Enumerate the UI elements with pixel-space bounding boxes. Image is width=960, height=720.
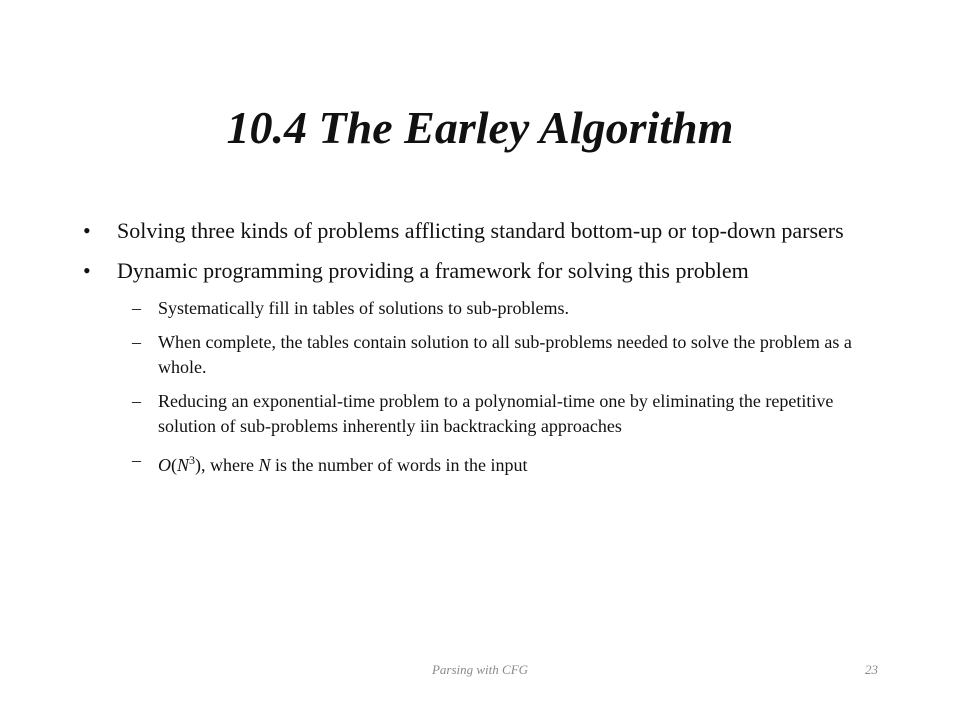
- complexity-rest: is the number of words in the input: [270, 455, 528, 475]
- sub-bullet-item: [80, 389, 880, 439]
- bullet-marker: •: [83, 258, 91, 283]
- sub-bullet-marker: –: [132, 298, 141, 318]
- paren-close: ),: [195, 455, 206, 475]
- page-number: 23: [865, 662, 878, 677]
- n-variable: N: [177, 455, 190, 475]
- sub-bullet-text: Reducing an exponential-time problem to a polynomial-time one by eliminating the repetitive solution of sub-problems inherently iin backtracking approaches: [158, 391, 834, 436]
- slide-title: 10.4 The Earley Algorithm: [226, 102, 734, 153]
- sub-bullet-item: [80, 330, 880, 380]
- bullet-text: Solving three kinds of problems afflicting standard bottom-up or top-down parsers: [117, 218, 844, 243]
- sub-bullet-marker: –: [132, 332, 141, 352]
- n-variable-2: N: [258, 455, 271, 475]
- sub-bullet-marker: –: [132, 391, 141, 411]
- bullet-marker: •: [83, 218, 91, 243]
- big-o-symbol: O: [158, 455, 171, 475]
- bullet-item: [80, 216, 880, 246]
- exponent: 3: [189, 453, 196, 467]
- complexity-text: [158, 455, 527, 475]
- paren-open: (: [171, 455, 177, 475]
- footer-title: Parsing with CFG: [431, 662, 529, 677]
- sub-bullet-item: [80, 448, 880, 478]
- sub-bullet-marker: –: [132, 450, 141, 470]
- sub-bullet-item: [80, 296, 880, 321]
- bullet-text: Dynamic programming providing a framework for solving this problem: [117, 258, 749, 283]
- sub-bullet-text: When complete, the tables contain solution to all sub-problems needed to solve the problem as a whole.: [158, 332, 852, 377]
- bullet-item: [80, 256, 880, 286]
- where-text: where: [205, 455, 259, 475]
- sub-bullet-text: Systematically fill in tables of solutions to sub-problems.: [158, 298, 569, 318]
- slide-content: [80, 216, 880, 487]
